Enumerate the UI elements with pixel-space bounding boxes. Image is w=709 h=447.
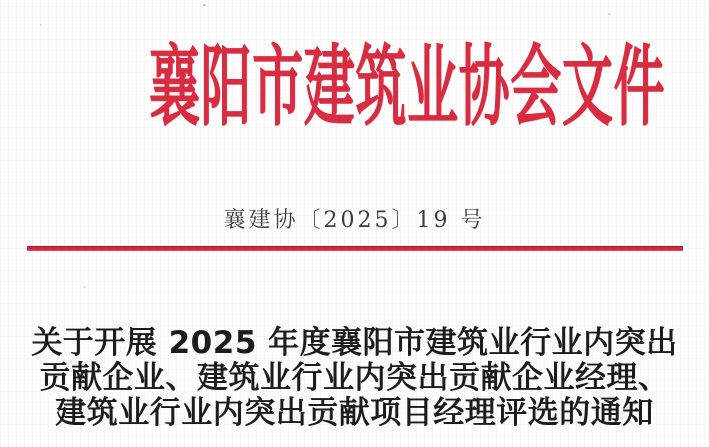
- scan-speck: [608, 13, 611, 15]
- subject-line-1: 关于开展 2025 年度襄阳市建筑业行业内突出: [31, 325, 678, 361]
- subject-line-3: 建筑业行业内突出贡献项目经理评选的通知: [55, 395, 654, 431]
- document-header-title: 襄阳市建筑业协会文件: [148, 34, 666, 138]
- scan-speck: [40, 24, 42, 26]
- document-number: 襄建协〔2025〕19 号: [223, 208, 486, 233]
- document-subject-title: [0, 326, 709, 431]
- scan-speck: [203, 4, 206, 6]
- subject-line-2: 贡献企业、建筑业行业内突出贡献企业经理、: [39, 360, 670, 396]
- red-divider-line: [27, 246, 683, 251]
- scan-speck: [83, 286, 86, 288]
